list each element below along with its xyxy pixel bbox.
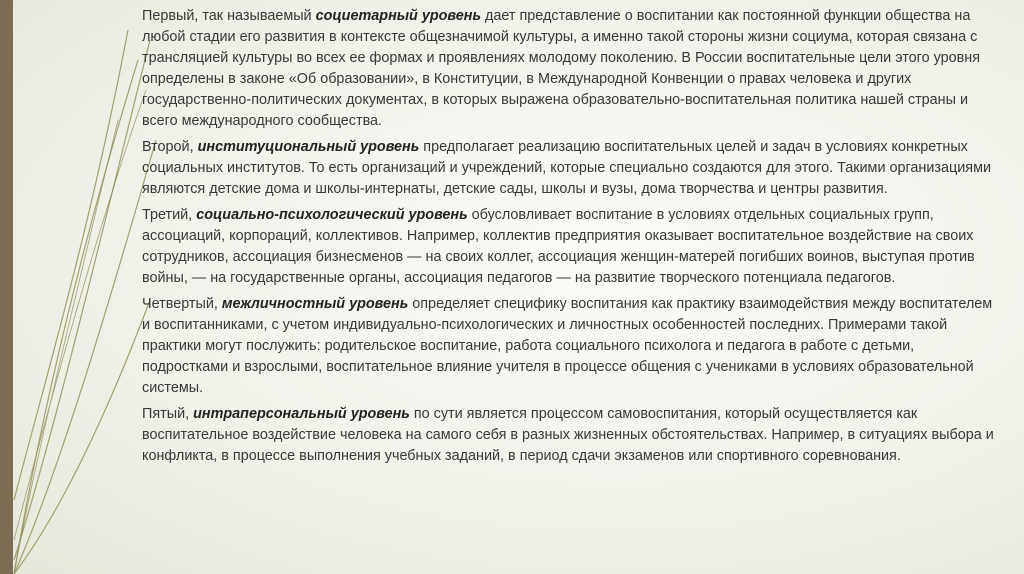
paragraph-societal-level: Первый, так называемый социетарный уровень дает представление о воспитании как постоянной функции общества на любой стадии его развития в контексте общезначимой культуры, а именно такой стороны жизни социума, которая связана с трансляцией культуры во всех ее формах и проявлениях молодому поколению. В России воспитательные цели этого уровня определены в законе «Об образовании», в Конституции, в Международной Конвенции о правах человека и других государственно-политических документах, в которых выражена образовательно-воспитательная политика нашей страны и всего международного сообщества.	[142, 8, 981, 129]
paragraph-socio-psychological-level: Третий, социально-психологический уровень обусловливает воспитание в условиях отдельных социальных групп, ассоциаций, корпораций, коллективов. Например, коллектив предприятия оказывает воспитательное воздействие на своих сотрудников, ассоциация бизнесменов — на своих коллег, ассоциация женщин-матерей погибших воинов, выступая против войны, — на государственные органы, ассоциация педагогов — на развитие творческого потенциала педагогов.	[142, 207, 975, 286]
slide-text	[142, 6, 994, 472]
term-interpersonal-level: межличностный уровень	[221, 296, 409, 312]
left-accent-bar	[0, 0, 13, 574]
term-socio-psychological-level: социально-психологический уровень	[196, 207, 468, 223]
term-societal-level: социетарный уровень	[315, 8, 481, 24]
paragraph-intrapersonal-level: Пятый, интраперсональный уровень по сути является процессом самовоспитания, который осуществляется как воспитательное воздействие человека на самого себя в разных жизненных обстоятельствах. Например, в ситуациях выбора и конфликта, в процессе выполнения учебных заданий, в период сдачи экзаменов или спортивного соревнования.	[142, 406, 994, 464]
paragraph-interpersonal-level: Четвертый, межличностный уровень определяет специфику воспитания как практику взаимодействия между воспитателем и воспитанниками, с учетом индивидуально-психологических и личностных особенностей последних. Примерами такой практики могут послужить: родительское воспитание, работа социального психолога и педагога в работе с детьми, подростками и взрослыми, воспитательное влияние учителя в процессе общения с учениками в условиях образовательной системы.	[142, 296, 993, 396]
paragraph-institutional-level: Второй, институциональный уровень предполагает реализацию воспитательных целей и задач в условиях конкретных социальных институтов. То есть организаций и учреждений, которые специально создаются для этого. Такими организациями являются детские дома и школы-интернаты, детские сады, школы и вузы, дома творчества и центры развития.	[142, 139, 992, 197]
decorative-curves	[0, 0, 160, 574]
term-intrapersonal-level: интраперсональный уровень	[193, 406, 410, 422]
term-institutional-level: институциональный уровень	[197, 139, 420, 155]
